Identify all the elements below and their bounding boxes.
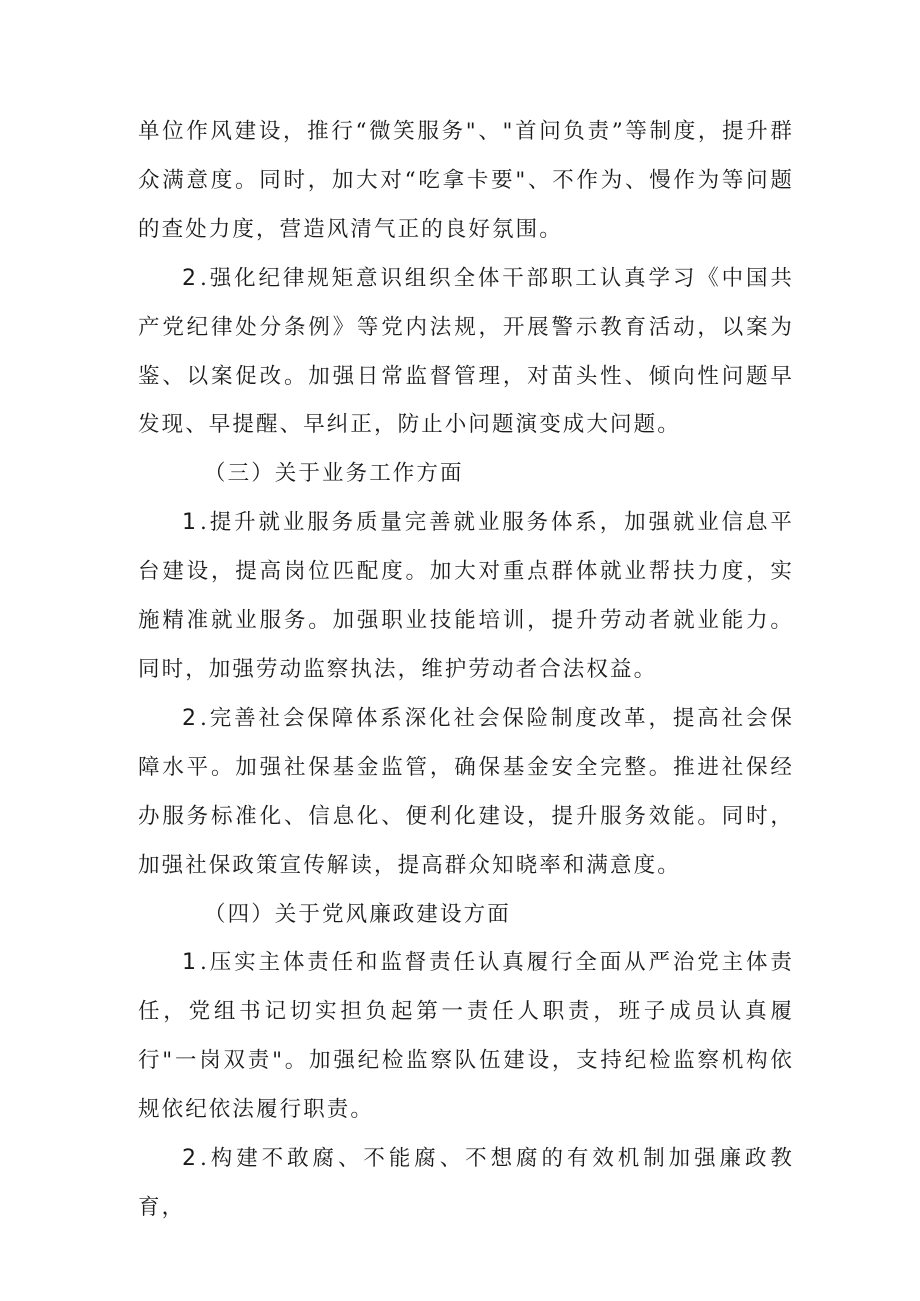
item-number: 2 [182,265,196,291]
paragraph-text: .强化纪律规矩意识组织全体干部职工认真学习《中国共产党纪律处分条例》等党内法规，开展警示教育活动，以案为鉴、以案促改。加强日常监督管理，对苗头性、倾向性问题早发现、早提醒、早纠正，防止小问题演变成大问题。 [138,265,794,438]
paragraph-text: .压实主体责任和监督责任认真履行全面从严治党主体责任，党组书记切实担负起第一责任人职责，班子成员认真履行"一岗双责"。加强纪检监察队伍建设，支持纪检监察机构依规依纪依法履行职责。 [138,950,794,1123]
item-number: 1 [182,950,196,976]
paragraph-item-2-social-security [138,695,794,891]
item-number: 2 [182,1146,196,1172]
item-number: 2 [182,705,196,731]
item-number: 1 [182,510,196,536]
paragraph-text: .提升就业服务质量完善就业服务体系，加强就业信息平台建设，提高岗位匹配度。加大对重点群体就业帮扶力度，实施精准就业服务。加强职业技能培训，提升劳动者就业能力。同时，加强劳动监察执法，维护劳动者合法权益。 [138,510,794,682]
paragraph-item-2-discipline [138,255,794,451]
paragraph-item-1-responsibility [138,939,794,1135]
document-body [138,108,794,1233]
section-heading-business: （三）关于业务工作方面 [204,461,464,487]
paragraph-text: .完善社会保障体系深化社会保险制度改革，提高社会保障水平。加强社保基金监管，确保基金安全完整。推进社保经办服务标准化、信息化、便利化建设，提升服务效能。同时，加强社保政策宣传解读，提高群众知晓率和满意度。 [138,705,794,878]
section-heading-integrity: （四）关于党风廉政建设方面 [204,901,511,927]
paragraph-text: .构建不敢腐、不能腐、不想腐的有效机制加强廉政教育， [138,1146,794,1220]
paragraph-item-1-employment [138,499,794,695]
paragraph-continued: 单位作风建设，推行“微笑服务"、"首问负责”等制度，提升群众满意度。同时，加大对“吃拿卡要"、不作为、慢作为等问题的查处力度，营造风清气正的良好氛围。 [138,119,794,242]
paragraph-item-2-mechanism [138,1135,794,1233]
